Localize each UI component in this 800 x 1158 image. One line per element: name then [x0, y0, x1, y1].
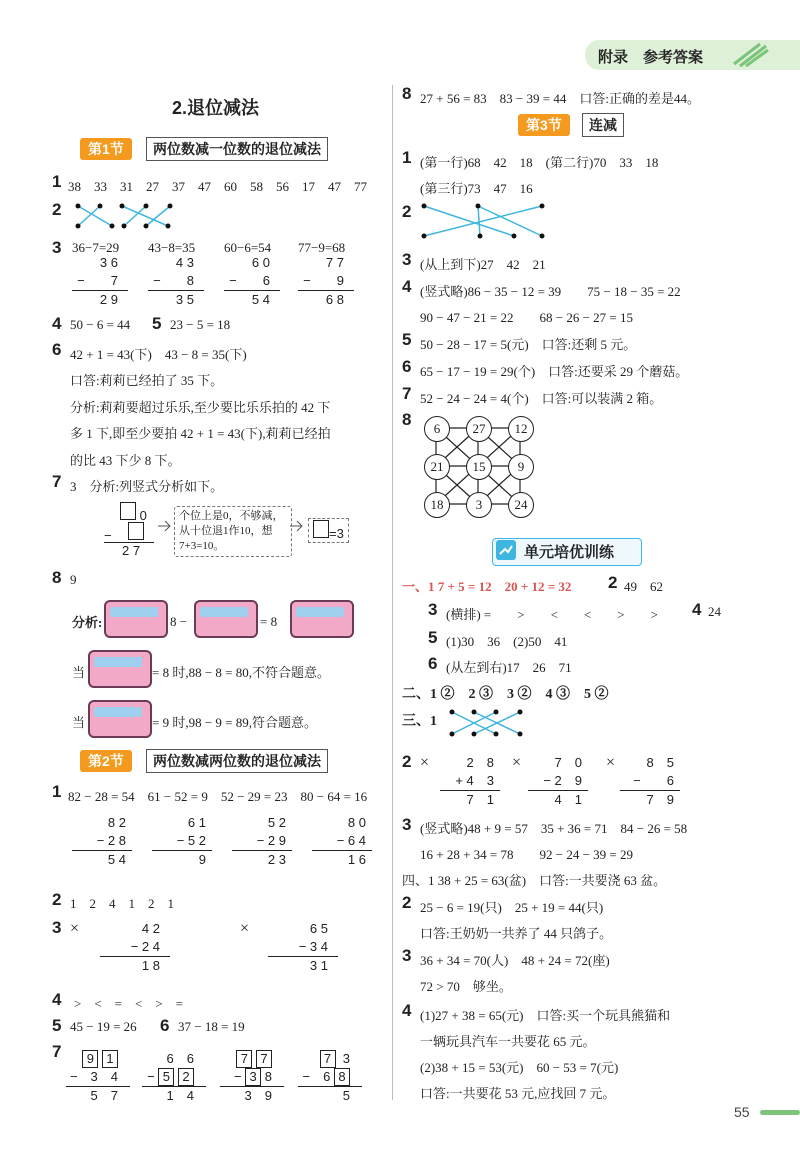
u1-q2-answer: 49 62 — [624, 579, 664, 594]
vertical-sub: − 5 2 — [176, 833, 206, 848]
u2-answers: 二、1 ② 2 ③ 3 ② 4 ③ 5 ② — [402, 687, 609, 702]
vertical-result: 2 3 — [267, 852, 286, 867]
vertical-result: 3 1 — [309, 958, 328, 973]
chart-trend-icon — [496, 540, 516, 560]
q6-line: 42 + 1 = 43(下) 43 − 8 = 35(下) — [70, 347, 247, 362]
q3-num: 3 — [52, 238, 62, 257]
vertical-sub: − 2 9 — [256, 833, 286, 848]
u1-q4-answer: 24 — [708, 604, 721, 619]
vertical-sub: − 6 — [633, 773, 674, 788]
header-label: 附录 参考答案 — [598, 49, 704, 66]
u4-q3-num: 3 — [402, 946, 412, 965]
s2-q4-answers: > < = < > = — [74, 996, 183, 1011]
s2-q2-num: 2 — [52, 890, 62, 909]
vertical-top: 8 0 — [347, 815, 366, 830]
vertical-top: 6 5 — [309, 921, 328, 936]
u3-q2-vertical-2 — [528, 754, 588, 809]
vertical-sub: − 3 4 — [69, 1069, 118, 1084]
q8-line1-b: = 8 — [260, 614, 278, 629]
s2-q4-num: 4 — [52, 990, 62, 1009]
q7-result — [308, 518, 349, 543]
s3-q3-num: 3 — [402, 250, 412, 269]
q6-num: 6 — [52, 340, 62, 359]
s3-q1-num: 1 — [402, 148, 412, 167]
q8-answer: 9 — [70, 572, 77, 587]
grid-circle: 21 — [424, 454, 450, 480]
q3-eq-3: 60−6=54 — [224, 240, 272, 255]
q7-note: 个位上是0，不够减，从十位退1作10，想7+3=10。 — [174, 506, 292, 557]
s3-q8-num: 8 — [402, 410, 412, 429]
s2-q3-mark-2: × — [240, 920, 250, 937]
s3-q6-answer: 65 − 17 − 19 = 29(个) 口答:还要采 29 个蘑菇。 — [420, 364, 689, 379]
u4-q2-num: 2 — [402, 893, 412, 912]
s3-q5-num: 5 — [402, 330, 412, 349]
q8-line2-a: 当 — [72, 665, 86, 680]
vertical-top: 8 5 — [646, 755, 674, 770]
q1-answers: 38 33 31 27 37 47 60 58 56 17 47 77 — [68, 179, 368, 194]
column-divider — [392, 85, 393, 1100]
s2-q1-vertical-3 — [232, 814, 292, 869]
s2-q1-answers: 82 − 28 = 54 61 − 52 = 9 52 − 29 = 23 80 − 64 = 16 — [68, 789, 368, 804]
u3-q2-mark-3: × — [606, 754, 616, 771]
vertical-top: 3 6 — [99, 255, 118, 270]
vertical-sub: − 2 8 — [96, 833, 126, 848]
s3-q1-line1: (第一行)68 42 18 (第二行)70 33 18 — [420, 155, 659, 170]
u4-q2-line2: 口答:王奶奶一共养了 44 只鸽子。 — [420, 926, 613, 941]
chapter-title: 2.退位减法 — [172, 98, 260, 118]
vertical-top: 4 3 — [175, 255, 194, 270]
bus-image — [88, 650, 152, 688]
q3-eq-4: 77−9=68 — [298, 240, 346, 255]
q7-line: 3 分析:列竖式分析如下。 — [70, 479, 224, 494]
vertical-result: 4 1 — [554, 792, 582, 807]
q2-matching-lines — [72, 200, 192, 232]
unit-title: 单元培优训练 — [524, 544, 615, 561]
vertical-result: 1 6 — [347, 852, 366, 867]
s2-q6-num: 6 — [160, 1016, 170, 1035]
u4-q4-line1: (1)27 + 38 = 65(元) 口答:买一个玩具熊猫和 — [420, 1008, 671, 1023]
digit-box: 9 — [82, 1050, 98, 1068]
vertical-result: 9 — [185, 852, 206, 867]
u1-q4-num: 4 — [692, 600, 702, 619]
vertical-sub: − 6 — [229, 273, 270, 288]
s2-q7-vertical-2: 6 6 − 5 2 1 4 — [142, 1050, 206, 1105]
vertical-top: 6 0 — [251, 255, 270, 270]
bus-image — [88, 700, 152, 738]
digit-box: 2 — [178, 1068, 194, 1086]
u4-q4-line3: (2)38 + 15 = 53(元) 60 − 53 = 7(元) — [420, 1060, 619, 1075]
vertical-sub: − 3 4 — [298, 939, 328, 954]
u3-q3-line2: 16 + 28 + 34 = 78 92 − 24 − 39 = 29 — [420, 847, 633, 862]
u3-q3-line1: (竖式略)48 + 9 = 57 35 + 36 = 71 84 − 26 = 58 — [420, 821, 688, 836]
blank-box — [128, 522, 144, 540]
digit-box: 7 — [236, 1050, 252, 1068]
grid-circle: 3 — [466, 492, 492, 518]
bus-image — [104, 600, 168, 638]
u1-line-a: 一、1 7 + 5 = 12 20 + 12 = 32 — [402, 579, 572, 594]
u4-q3-line1: 36 + 34 = 70(人) 48 + 24 = 72(座) — [420, 953, 610, 968]
u4-q1: 四、1 38 + 25 = 63(盆) 口答:一共要浇 63 盆。 — [402, 873, 667, 888]
u3-q2-vertical-3 — [620, 754, 680, 809]
s3-q2-num: 2 — [402, 202, 412, 221]
page-number-bar — [760, 1110, 800, 1115]
grid-circle: 15 — [466, 454, 492, 480]
digit-box: 3 — [245, 1068, 261, 1086]
grid-circle: 9 — [508, 454, 534, 480]
s3-q7-num: 7 — [402, 384, 412, 403]
vertical-result: 5 — [329, 1088, 350, 1103]
u1-q3-num: 3 — [428, 600, 438, 619]
u1-q6-num: 6 — [428, 654, 438, 673]
s2-q5-answer: 45 − 19 = 26 — [70, 1019, 137, 1034]
grid-circle: 24 — [508, 492, 534, 518]
s2-q7-vertical-3: 7 7 − 3 8 3 9 — [220, 1050, 284, 1105]
u3-matching-lines — [446, 706, 526, 740]
digit-box: 7 — [320, 1050, 336, 1068]
u1-q5-num: 5 — [428, 628, 438, 647]
section-1-title: 两位数减一位数的退位减法 — [146, 137, 328, 161]
u4-q2-line1: 25 − 6 = 19(只) 25 + 19 = 44(只) — [420, 900, 604, 915]
q7-top-digit: 0 — [139, 508, 147, 523]
q3-vertical-2 — [148, 254, 204, 309]
s2-q6-answer: 37 − 18 = 19 — [178, 1019, 245, 1034]
vertical-sub: − 7 — [77, 273, 118, 288]
pencil-icon — [730, 40, 770, 68]
digit-box: 7 — [256, 1050, 272, 1068]
q4-num: 4 — [52, 314, 62, 333]
s2-q2-answers: 1 2 4 1 2 1 — [70, 896, 175, 911]
vertical-top: 7 7 — [325, 255, 344, 270]
grid-circle: 12 — [508, 416, 534, 442]
q8-line3-b: = 9 时,98 − 9 = 89,符合题意。 — [152, 715, 317, 730]
vertical-result: 1 4 — [166, 1088, 194, 1103]
vertical-result: 1 8 — [141, 958, 160, 973]
vertical-top: 4 2 — [141, 921, 160, 936]
vertical-result: 6 8 — [325, 292, 344, 307]
vertical-sub: + 4 3 — [455, 773, 494, 788]
vertical-sub: − 6 — [302, 1069, 331, 1084]
s3-q4-line2: 90 − 47 − 21 = 22 68 − 26 − 27 = 15 — [420, 310, 633, 325]
s3-q4-line1: (竖式略)86 − 35 − 12 = 39 75 − 18 − 35 = 22 — [420, 284, 681, 299]
u1-q6-answer: (从左到右)17 26 71 — [446, 660, 572, 675]
vertical-sub-digit: 8 — [264, 1069, 272, 1084]
q3-eq-1: 36−7=29 — [72, 240, 120, 255]
u1-q3-answer: (横排) = > < < > > — [446, 607, 658, 622]
vertical-result: 3 9 — [244, 1088, 272, 1103]
page-number: 55 — [734, 1104, 750, 1120]
r-q8-num: 8 — [402, 84, 412, 103]
q8-line3-a: 当 — [72, 715, 86, 730]
vertical-result: 7 1 — [466, 792, 494, 807]
q6-answer: 口答:莉莉已经拍了 35 下。 — [70, 373, 224, 388]
grid-circle: 27 — [466, 416, 492, 442]
q4-answer: 50 − 6 = 44 — [70, 317, 131, 332]
s3-q3-answer: (从上到下)27 42 21 — [420, 257, 546, 272]
s2-q3-vertical-1 — [100, 920, 170, 975]
section-3-title: 连减 — [582, 113, 624, 137]
section-2-tag: 第2节 — [80, 750, 132, 772]
vertical-sub: − 9 — [303, 273, 344, 288]
section-3-tag: 第3节 — [518, 114, 570, 136]
blank-box — [313, 520, 329, 538]
vertical-top: 6 1 — [187, 815, 206, 830]
vertical-top: 8 2 — [107, 815, 126, 830]
s3-q1-line2: (第三行)73 47 16 — [420, 181, 533, 196]
vertical-top: 2 8 — [466, 755, 494, 770]
u1-q2-num: 2 — [608, 573, 618, 592]
s2-q1-vertical-1 — [72, 814, 132, 869]
s3-q7-answer: 52 − 24 − 24 = 4(个) 口答:可以装满 2 箱。 — [420, 391, 663, 406]
grid-circle: 6 — [424, 416, 450, 442]
u4-q3-line2: 72 > 70 够坐。 — [420, 979, 512, 994]
grid-circle: 18 — [424, 492, 450, 518]
q6-analysis-2: 多 1 下,即至少要拍 42 + 1 = 43(下),莉莉已经拍 — [70, 426, 331, 441]
q7-vertical: 0 − 2 7 — [104, 502, 154, 558]
bus-image — [194, 600, 258, 638]
vertical-top: 5 2 — [267, 815, 286, 830]
s2-q3-mark-1: × — [70, 920, 80, 937]
q3-vertical-3 — [224, 254, 280, 309]
q8-num: 8 — [52, 568, 62, 587]
vertical-sub: − 8 — [153, 273, 194, 288]
u4-q4-line2: 一辆玩具汽车一共要花 65 元。 — [420, 1034, 596, 1049]
q7-eq: =3 — [329, 526, 344, 541]
s3-q2-matching-lines — [418, 198, 548, 242]
vertical-result: 2 9 — [99, 292, 118, 307]
arrow-icon — [158, 520, 174, 532]
vertical-result: 7 9 — [646, 792, 674, 807]
s3-q4-num: 4 — [402, 277, 412, 296]
vertical-top: 7 0 — [554, 755, 582, 770]
u3-label: 三、1 — [402, 714, 437, 729]
vertical-sub: − 2 9 — [543, 773, 582, 788]
q8-line2-b: = 8 时,88 − 8 = 80,不符合题意。 — [152, 665, 330, 680]
q2-num: 2 — [52, 200, 62, 219]
q7-num: 7 — [52, 472, 62, 491]
s2-q1-num: 1 — [52, 782, 62, 801]
u4-q4-line4: 口答:一共要花 53 元,应找回 7 元。 — [420, 1086, 616, 1101]
u3-q3-num: 3 — [402, 815, 412, 834]
s3-q5-answer: 50 − 28 − 17 = 5(元) 口答:还剩 5 元。 — [420, 337, 637, 352]
arrow-icon — [290, 520, 306, 532]
s2-q3-num: 3 — [52, 918, 62, 937]
s2-q1-vertical-2 — [152, 814, 212, 869]
section-2-title: 两位数减两位数的退位减法 — [146, 749, 328, 773]
q8-analysis-label: 分析: — [72, 615, 103, 630]
vertical-result: 5 4 — [107, 852, 126, 867]
q3-vertical-4 — [298, 254, 354, 309]
q5-num: 5 — [152, 314, 162, 333]
s2-q7-vertical-4: 7 3 − 6 8 5 — [298, 1050, 362, 1105]
vertical-sub: − 2 4 — [130, 939, 160, 954]
digit-box: 1 — [102, 1050, 118, 1068]
q6-analysis-1: 分析:莉莉要超过乐乐,至少要比乐乐拍的 42 下 — [70, 400, 331, 415]
s2-q5-num: 5 — [52, 1016, 62, 1035]
digit-box: 8 — [334, 1068, 350, 1086]
digit-box: 5 — [158, 1068, 174, 1086]
q8-line1-a: 8 − — [170, 614, 188, 629]
vertical-result: 5 7 — [90, 1088, 118, 1103]
u1-q5-answer: (1)30 36 (2)50 41 — [446, 634, 568, 649]
vertical-top: 6 6 — [166, 1051, 194, 1066]
q7-bottom: 2 7 — [122, 543, 141, 558]
blank-box — [120, 502, 136, 520]
q3-vertical-1 — [72, 254, 128, 309]
q6-analysis-3: 的比 43 下少 8 下。 — [70, 453, 181, 468]
r-q8-answer: 27 + 56 = 83 83 − 39 = 44 口答:正确的差是44。 — [420, 91, 700, 106]
vertical-result: 5 4 — [251, 292, 270, 307]
vertical-result: 3 5 — [175, 292, 194, 307]
section-1-tag: 第1节 — [80, 138, 132, 160]
s2-q7-vertical-1 — [66, 1050, 130, 1105]
q5-answer: 23 − 5 = 18 — [170, 317, 231, 332]
q3-eq-2: 43−8=35 — [148, 240, 196, 255]
u3-q2-vertical-1 — [440, 754, 500, 809]
q1-num: 1 — [52, 172, 62, 191]
u4-q4-num: 4 — [402, 1001, 412, 1020]
u3-q2-mark-1: × — [420, 754, 430, 771]
s3-q6-num: 6 — [402, 357, 412, 376]
s2-q7-num: 7 — [52, 1042, 62, 1061]
vertical-sub: − 6 4 — [336, 833, 366, 848]
s2-q1-vertical-4 — [312, 814, 372, 869]
s2-q3-vertical-2 — [268, 920, 338, 975]
u3-q2-mark-2: × — [512, 754, 522, 771]
u3-q2-num: 2 — [402, 752, 412, 771]
bus-image — [290, 600, 354, 638]
